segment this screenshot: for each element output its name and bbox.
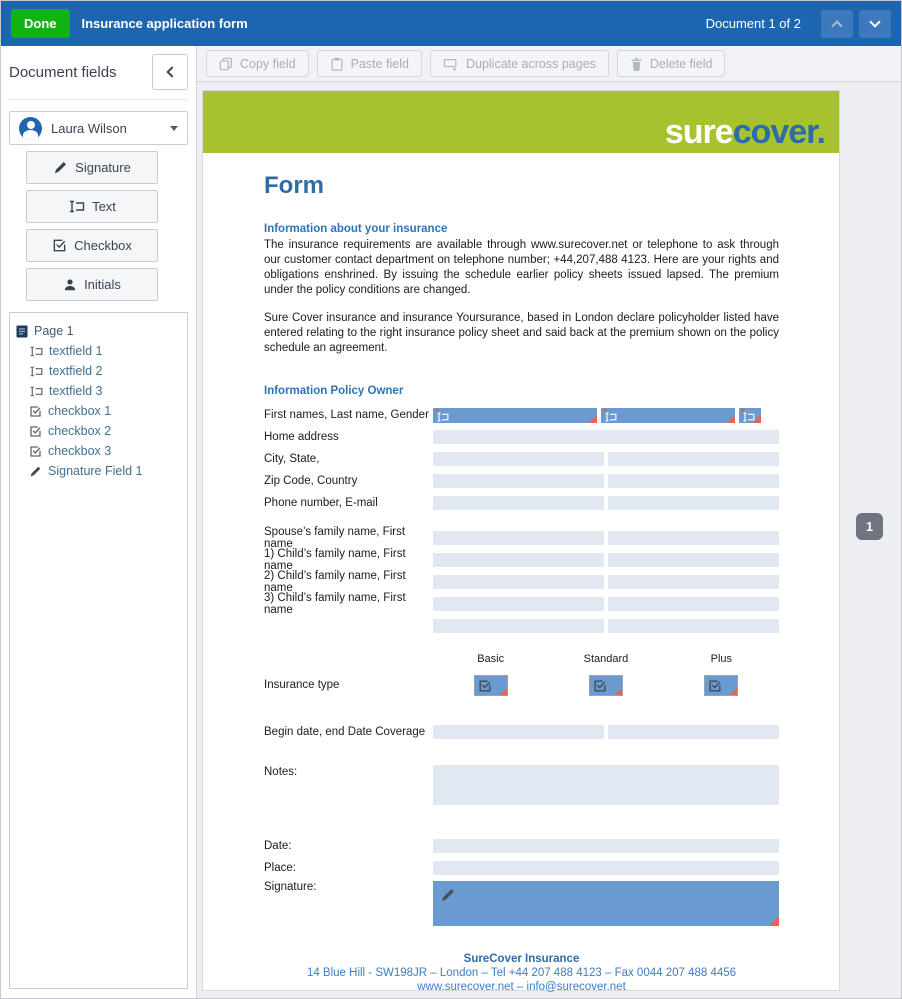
- textfield-2-overlay[interactable]: [601, 408, 735, 423]
- add-initials-field-button[interactable]: [26, 268, 158, 301]
- insurance-info-paragraph-2: Sure Cover insurance and insurance Yoursurance, based in London declare policyholder listed have entered relating to the right insurance policy sheet and said back at the premium shown on the policy schedule an agreement.: [264, 312, 779, 354]
- row-label: Zip Code, Country: [264, 475, 358, 487]
- sidebar-title: Document fields: [9, 63, 117, 81]
- state-input: [608, 452, 779, 466]
- collapse-sidebar-button[interactable]: [152, 54, 188, 90]
- option-basic-label: Basic: [477, 653, 505, 665]
- form-row-insurance-type: [264, 673, 779, 697]
- row-label: 3) Child’s family name, First name: [264, 592, 406, 616]
- row-label: First names, Last name, Gender: [264, 409, 429, 421]
- chevron-up-icon: [831, 20, 842, 31]
- copy-field-button[interactable]: [206, 50, 309, 77]
- checkbox-icon: [708, 679, 722, 693]
- resize-handle[interactable]: [500, 688, 507, 695]
- text-cursor-icon: [29, 366, 43, 377]
- tree-item-label: textfield 1: [49, 344, 103, 358]
- form-row-names: [264, 404, 779, 426]
- tree-item-checkbox-1[interactable]: [16, 401, 181, 421]
- checkbox-1-overlay[interactable]: [474, 675, 508, 696]
- pencil-icon: [440, 887, 456, 903]
- tool-label: Checkbox: [74, 238, 132, 253]
- checkbox-2-overlay[interactable]: [589, 675, 623, 696]
- text-cursor-icon: [436, 412, 449, 422]
- document-viewport: [197, 82, 901, 998]
- spouse-name-input: [433, 531, 604, 545]
- field-actions-toolbar: [197, 46, 901, 82]
- form-title: Form: [264, 172, 324, 199]
- page-icon: [16, 325, 28, 338]
- row-label: 1) Child’s family name, First name: [264, 548, 406, 572]
- insurance-info-paragraph-1: The insurance requirements are available through www.surecover.net or telephone to ask through our customer contact department on telephone number; +44,207,488 4123. Here are your rights and obligations enshrined. By issuing the schedule earlier policy sheets issued lapsed. The premium under the policy conditions are changed.: [264, 239, 779, 296]
- child2-name-input: [433, 575, 604, 589]
- tool-label: Signature: [75, 160, 131, 175]
- trash-icon: [630, 57, 643, 71]
- tree-item-label: checkbox 3: [48, 444, 112, 458]
- user-avatar-icon: [19, 117, 42, 140]
- caret-down-icon: [170, 126, 178, 131]
- form-row-child-3: [264, 593, 779, 615]
- row-label: 2) Child’s family name, First name: [264, 570, 406, 594]
- tree-item-label: textfield 2: [49, 364, 103, 378]
- option-standard-label: Standard: [583, 653, 629, 665]
- form-row-signature: [264, 881, 779, 926]
- checkbox-icon: [593, 679, 607, 693]
- add-signature-field-button[interactable]: [26, 151, 158, 184]
- text-cursor-icon: [29, 386, 43, 397]
- tree-item-textfield-3[interactable]: [16, 381, 181, 401]
- text-cursor-icon: [29, 346, 43, 357]
- tree-page-1[interactable]: [16, 322, 181, 341]
- form-row-child-2: [264, 571, 779, 593]
- surecover-logo: surecover.: [664, 113, 825, 151]
- spouse-firstname-input: [608, 531, 779, 545]
- signer-name: Laura Wilson: [51, 120, 127, 136]
- done-button[interactable]: Done: [11, 9, 70, 38]
- checkbox-3-overlay[interactable]: [704, 675, 738, 696]
- text-cursor-icon: [604, 412, 617, 422]
- toolbar-button-label: Delete field: [649, 56, 713, 71]
- insurance-info-heading: Information about your insurance: [264, 223, 448, 235]
- checkbox-icon: [52, 238, 67, 253]
- tree-item-label: Signature Field 1: [48, 464, 143, 478]
- city-input: [433, 452, 604, 466]
- zip-input: [433, 474, 604, 488]
- text-cursor-icon: [68, 200, 85, 213]
- policy-owner-heading: Information Policy Owner: [264, 385, 404, 397]
- row-label: Date:: [264, 840, 292, 852]
- top-bar: [1, 1, 901, 46]
- form-row-coverage-dates: [264, 721, 779, 743]
- form-row-extra: [264, 615, 779, 637]
- child3-name-input: [433, 597, 604, 611]
- add-text-field-button[interactable]: [26, 190, 158, 223]
- tree-item-textfield-1[interactable]: [16, 341, 181, 361]
- row-label: Signature:: [264, 881, 317, 893]
- child1-firstname-input: [608, 553, 779, 567]
- field-tree: [9, 312, 188, 989]
- form-row-notes: [264, 765, 779, 805]
- toolbar-button-label: Paste field: [350, 56, 409, 71]
- row-label: City, State,: [264, 453, 320, 465]
- notes-textarea: [433, 765, 779, 805]
- tree-item-textfield-2[interactable]: [16, 361, 181, 381]
- resize-handle[interactable]: [769, 916, 779, 926]
- brand-banner: [203, 91, 839, 153]
- previous-document-button[interactable]: [821, 10, 853, 38]
- extra-input-left: [433, 619, 604, 633]
- resize-handle[interactable]: [615, 688, 622, 695]
- checkbox-icon: [478, 679, 492, 693]
- footer-company: SureCover Insurance: [463, 953, 580, 965]
- end-date-input: [608, 725, 779, 739]
- checkbox-icon: [29, 405, 42, 418]
- chevron-down-icon: [869, 16, 880, 27]
- tree-item-checkbox-2[interactable]: [16, 421, 181, 441]
- option-plus-label: Plus: [710, 653, 733, 665]
- tree-item-label: checkbox 2: [48, 424, 112, 438]
- tree-item-label: textfield 3: [49, 384, 103, 398]
- form-row-date: [264, 835, 779, 857]
- row-label: Phone number, E-mail: [264, 497, 378, 509]
- email-input: [608, 496, 779, 510]
- toolbar-button-label: Copy field: [240, 56, 296, 71]
- checkbox-icon: [29, 425, 42, 438]
- paste-field-button[interactable]: [317, 50, 422, 77]
- copy-icon: [219, 57, 233, 71]
- child1-name-input: [433, 553, 604, 567]
- form-row-city-state: [264, 448, 779, 470]
- document-fields-sidebar: [1, 46, 197, 998]
- document-indicator: Document 1 of 2: [705, 16, 801, 31]
- required-marker: *: [741, 407, 745, 418]
- pencil-icon: [29, 465, 42, 478]
- document-page: [202, 90, 840, 991]
- resize-handle[interactable]: [727, 415, 735, 423]
- resize-handle[interactable]: [753, 415, 761, 423]
- child2-firstname-input: [608, 575, 779, 589]
- row-label: Spouse’s family name, First name: [264, 526, 406, 550]
- pencil-icon: [53, 160, 68, 175]
- form-row-home-address: [264, 426, 779, 448]
- row-label: Insurance type: [264, 679, 340, 691]
- required-marker: *: [603, 407, 607, 418]
- sidebar-header: [9, 46, 188, 100]
- row-label: Home address: [264, 431, 339, 443]
- row-label: Place:: [264, 862, 296, 874]
- checkbox-icon: [29, 445, 42, 458]
- tool-label: Text: [92, 199, 116, 214]
- textfield-3-overlay[interactable]: [739, 408, 761, 423]
- tree-item-checkbox-3[interactable]: [16, 441, 181, 461]
- delete-field-button[interactable]: [617, 50, 726, 77]
- resize-handle[interactable]: [589, 415, 597, 423]
- form-row-spouse: [264, 527, 779, 549]
- signature-field-overlay[interactable]: [433, 881, 779, 926]
- clipboard-icon: [330, 57, 344, 71]
- place-input: [433, 861, 779, 875]
- footer-web: www.surecover.net – info@surecover.net: [417, 981, 626, 993]
- home-address-input: [433, 430, 779, 444]
- child3-firstname-input: [608, 597, 779, 611]
- form-row-child-1: [264, 549, 779, 571]
- tree-item-label: checkbox 1: [48, 404, 112, 418]
- insurance-option-headers: [264, 653, 779, 667]
- page-number-badge[interactable]: 1: [856, 513, 883, 540]
- tree-page-label: Page 1: [34, 324, 74, 338]
- date-input: [433, 839, 779, 853]
- resize-handle[interactable]: [730, 688, 737, 695]
- required-marker: *: [435, 407, 439, 418]
- duplicate-across-pages-button[interactable]: [430, 50, 609, 77]
- begin-date-input: [433, 725, 604, 739]
- tool-label: Initials: [84, 277, 121, 292]
- chevron-left-icon: [166, 66, 177, 77]
- signer-select[interactable]: [9, 111, 188, 145]
- next-document-button[interactable]: [859, 10, 891, 38]
- textfield-1-overlay[interactable]: [433, 408, 597, 423]
- footer-address: 14 Blue Hill - SW198JR – London – Tel +44 207 488 4123 – Fax 0044 207 488 4456: [306, 967, 737, 979]
- country-input: [608, 474, 779, 488]
- form-row-zip-country: [264, 470, 779, 492]
- person-icon: [63, 278, 77, 292]
- duplicate-icon: [443, 57, 459, 71]
- form-row-phone-email: [264, 492, 779, 514]
- document-footer: [264, 953, 779, 993]
- form-row-place: [264, 857, 779, 879]
- document-title: Insurance application form: [81, 16, 248, 31]
- row-label: Notes:: [264, 766, 298, 778]
- add-checkbox-field-button[interactable]: [26, 229, 158, 262]
- row-label: Begin date, end Date Coverage: [264, 726, 426, 738]
- phone-input: [433, 496, 604, 510]
- tree-item-signature-field-1[interactable]: [16, 461, 181, 481]
- extra-input-right: [608, 619, 779, 633]
- toolbar-button-label: Duplicate across pages: [465, 56, 596, 71]
